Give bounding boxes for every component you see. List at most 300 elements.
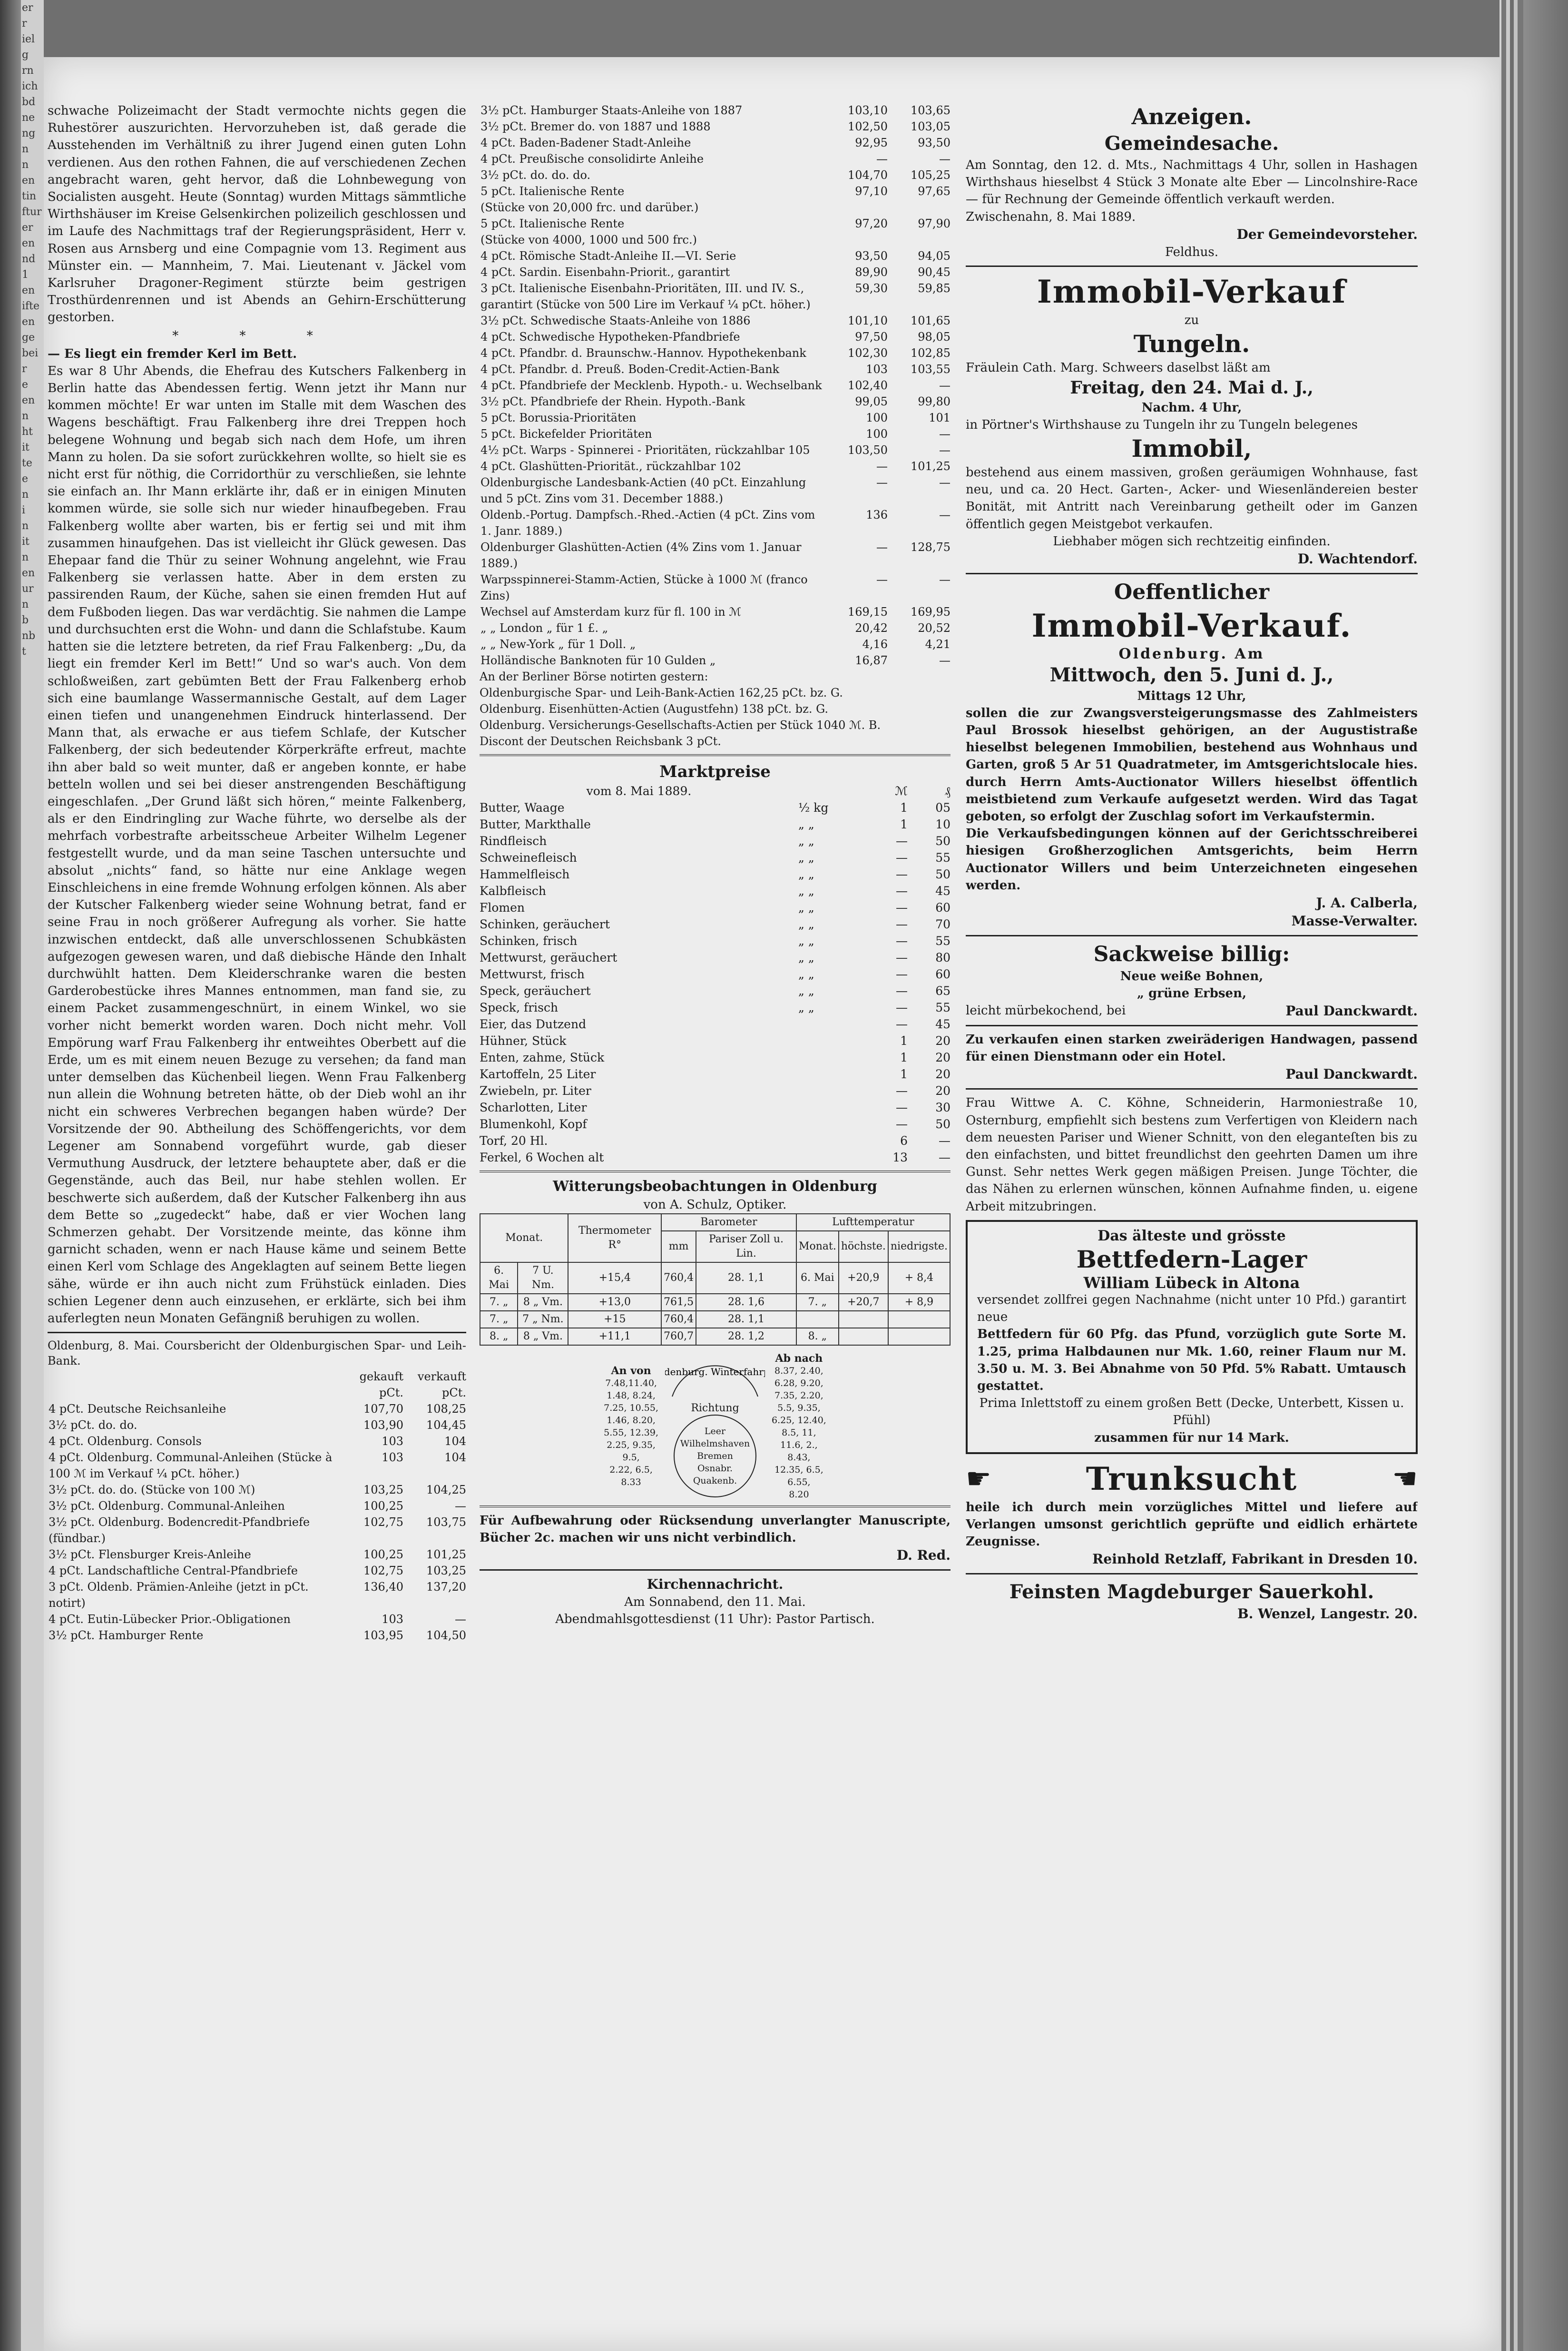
gemeinde-name: Feldhus. <box>1165 245 1219 259</box>
immobil-text2: in Pörtner's Wirthshause zu Tungeln ihr zu Tungeln belegenes <box>966 417 1358 432</box>
previous-page-fragment: ftur <box>22 206 42 218</box>
bank-quote-units <box>48 1385 466 1401</box>
oeffentlicher-title: Oeffentlicher <box>1114 580 1270 604</box>
market-unit: „ „ <box>798 951 814 964</box>
market-unit: „ „ <box>798 901 814 915</box>
bank-quote-row <box>48 1579 466 1611</box>
previous-page-fragment: ge <box>22 332 35 344</box>
market-price-table <box>480 783 951 1166</box>
market-unit <box>798 1082 874 1099</box>
quote-bought: 107,70 <box>363 1402 403 1416</box>
quote-sold: 97,65 <box>918 185 951 198</box>
market-price-row <box>480 1099 951 1116</box>
market-pfennig: 55 <box>935 1001 951 1014</box>
timetable-right-entry: 6.55, <box>787 1477 811 1487</box>
quote-sold: 102,85 <box>911 346 951 360</box>
previous-page-fragment: ur <box>22 583 34 595</box>
market-unit <box>798 1016 874 1033</box>
column-divider <box>480 1569 951 1571</box>
securities-quote-row <box>480 636 951 652</box>
market-unit: „ „ <box>798 1001 814 1014</box>
market-unit <box>798 1116 874 1132</box>
quote-name: 3 pCt. Oldenb. Prämien-Anleihe (jetzt in pCt. notirt) <box>49 1580 309 1610</box>
wx-date: 7. „ <box>480 1311 518 1328</box>
market-item: Hühner, Stück <box>480 1034 567 1048</box>
currency-mark: ℳ <box>895 784 908 798</box>
berlin-note-line: Discont der Deutschen Reichsbank 3 pCt. <box>480 735 721 748</box>
quote-sold: 90,45 <box>918 266 951 279</box>
quote-bought: 102,50 <box>848 120 888 133</box>
wx-h-month2: Monat. <box>796 1231 839 1262</box>
wx-thermo: +13,0 <box>568 1294 661 1311</box>
timetable-left-entry: 7.25, 10.55, <box>604 1403 658 1413</box>
market-pfennig: 50 <box>935 867 951 881</box>
market-item: Blumenkohl, Kopf <box>480 1117 587 1131</box>
securities-quote-row <box>480 167 951 183</box>
timetable-right-entry: 8.20 <box>789 1489 809 1500</box>
previous-page-fragment: n <box>22 489 29 501</box>
market-item: Kalbfleisch <box>480 884 546 898</box>
securities-quote-row <box>480 264 951 280</box>
quote-sold: 20,52 <box>918 621 951 635</box>
timetable-left-entry: 8.33 <box>621 1477 641 1487</box>
previous-page-fragment: en <box>22 394 35 406</box>
market-item: Torf, 20 Hl. <box>480 1134 548 1148</box>
previous-page-fragment: n <box>22 143 29 155</box>
previous-page-fragment: bd <box>22 96 36 108</box>
securities-quote-row <box>480 410 951 426</box>
immobil-date: Freitag, den 24. Mai d. J., <box>1070 377 1313 398</box>
sackweise-bohnen: Neue weiße Bohnen, <box>1120 969 1264 984</box>
trunksucht-text: heile ich durch mein vorzügliches Mittel und liefere auf Verlangen umsonst gerichtlich geprüfte und eidlich erhärtete Zeugnisse. <box>966 1500 1418 1549</box>
securities-quote-row <box>480 393 951 410</box>
market-item: Schinken, frisch <box>480 934 578 948</box>
previous-page-fragment: ng <box>22 128 36 139</box>
quote-bought: 59,30 <box>855 282 888 295</box>
securities-quote-row <box>480 345 951 361</box>
market-mark: 13 <box>892 1151 908 1164</box>
securities-quote-row <box>480 539 951 571</box>
previous-page-fragment: en <box>22 316 35 328</box>
market-pfennig: 50 <box>935 1117 951 1131</box>
wx-date: 7. „ <box>480 1294 518 1311</box>
oeffentlicher-signature: J. A. Calberla, <box>1316 895 1418 911</box>
quote-name: 4 pCt. Baden-Badener Stadt-Anleihe <box>480 136 691 149</box>
wx-month2: 6. Mai <box>796 1262 839 1294</box>
market-pfennig: 20 <box>935 1034 951 1048</box>
quote-sold: 137,20 <box>426 1580 466 1594</box>
market-mark: 1 <box>900 1034 908 1048</box>
market-mark: — <box>896 917 908 931</box>
timetable-an-von: An von <box>611 1365 651 1377</box>
quote-bought: 16,87 <box>855 654 888 667</box>
wx-min: + 8,4 <box>888 1262 950 1294</box>
bettfedern-text2: Bettfedern für 60 Pfg. das Pfund, vorzüglich gute Sorte M. 1.25, prima Halbdaunen nur Mk. 1.60, reiner Flaum nur M. 3.50 u. M. 3. Bei Abnahme von 50 Pfd. 5% Rabatt. Umtausch gestattet. <box>977 1327 1406 1393</box>
quote-sold: 98,05 <box>918 330 951 344</box>
market-mark: — <box>896 1117 908 1131</box>
market-price-row <box>480 866 951 883</box>
securities-quote-row <box>480 652 951 669</box>
securities-quote-row <box>480 458 951 474</box>
market-mark: 1 <box>900 1051 908 1064</box>
wx-mm: 760,4 <box>661 1262 696 1294</box>
previous-page-fragment: 1 <box>22 269 29 281</box>
previous-page-fragment: g <box>22 49 29 61</box>
quote-name: Oldenburger Glashütten-Actien (4% Zins vom 1. Januar 1889.) <box>480 541 802 570</box>
timetable-ring-title <box>665 1356 765 1399</box>
wx-date: 8. „ <box>480 1328 518 1345</box>
immobil-signature: D. Wachtendorf. <box>1297 551 1418 567</box>
quote-name: 3½ pCt. Hamburger Staats-Anleihe von 1887 <box>480 104 743 117</box>
timetable-mid-entry: Leer <box>704 1426 726 1436</box>
market-price-row <box>480 816 951 833</box>
quote-name: 3½ pCt. Bremer do. von 1887 und 1888 <box>480 120 711 133</box>
market-item: Speck, geräuchert <box>480 984 591 998</box>
immobil-word: Immobil, <box>1131 434 1252 463</box>
column-2 <box>480 102 951 2315</box>
bank-quote-table <box>48 1368 466 1643</box>
previous-page-fragment: it <box>22 442 29 453</box>
previous-page-fragment: nd <box>22 253 36 265</box>
quote-bought: 93,50 <box>855 249 888 263</box>
quote-bought: — <box>876 476 888 489</box>
quote-name: 4 pCt. Schwedische Hypotheken-Pfandbriefe <box>480 330 740 344</box>
quote-name: 4 pCt. Oldenburg. Consols <box>49 1435 202 1448</box>
immobil-zu: zu <box>1184 313 1199 327</box>
market-item: Speck, frisch <box>480 1001 559 1014</box>
quote-name: 3½ pCt. do. do. (Stücke von 100 ℳ) <box>49 1483 255 1497</box>
quote-name: „ „ London „ für 1 £. „ <box>480 621 608 635</box>
previous-page-fragment: en <box>22 175 35 187</box>
immobil-time: Nachm. 4 Uhr, <box>1141 400 1242 415</box>
quote-name: Oldenb.-Portug. Dampfsch.-Rhed.-Actien (4 pCt. Zins vom 1. Janr. 1889.) <box>480 508 815 538</box>
wx-time: 7 U. Nm. <box>518 1262 568 1294</box>
wx-time: 7 „ Nm. <box>518 1311 568 1328</box>
bank-quote-row <box>48 1401 466 1417</box>
wx-thermo: +15,4 <box>568 1262 661 1294</box>
timetable-disc <box>665 1356 765 1497</box>
bank-quote-row <box>48 1482 466 1498</box>
market-pfennig: 05 <box>935 801 951 815</box>
quote-sold: 99,80 <box>918 395 951 408</box>
editor-signature: D. Red. <box>896 1547 951 1564</box>
previous-page-fragment: it <box>22 536 29 548</box>
market-date: vom 8. Mai 1889. <box>586 784 692 798</box>
timetable-left-entry: 5.55, 12.39, <box>604 1427 658 1438</box>
market-pfennig: 70 <box>935 917 951 931</box>
market-mark: 6 <box>900 1134 908 1148</box>
market-unit: „ „ <box>798 934 814 948</box>
page-stack-edge <box>1499 0 1568 2351</box>
manuscript-notice: Für Aufbewahrung oder Rücksendung unverlangter Manuscripte, Bücher 2c. machen wir uns nicht verbindlich. <box>480 1514 951 1545</box>
quote-name: 3½ pCt. Pfandbriefe der Rhein. Hypoth.-Bank <box>480 395 745 408</box>
quote-sold: 108,25 <box>426 1402 466 1416</box>
previous-page-fragment: t <box>22 646 26 658</box>
timetable-right-entry: 8.43, <box>787 1452 811 1463</box>
market-mark: 1 <box>900 1067 908 1081</box>
quote-bought: 92,95 <box>855 136 888 149</box>
wx-zoll: 28. 1,6 <box>696 1294 796 1311</box>
wx-time: 8 „ Vm. <box>518 1328 568 1345</box>
market-price-row <box>480 1049 951 1066</box>
quote-name: 4 pCt. Römische Stadt-Anleihe II.—VI. Serie <box>480 249 736 263</box>
securities-quote-row <box>480 474 951 507</box>
weather-row <box>480 1328 950 1345</box>
quote-sold: 4,21 <box>925 638 951 651</box>
sauerkohl-title: Feinsten Magdeburger Sauerkohl. <box>1009 1581 1374 1603</box>
quote-bought: — <box>876 460 888 473</box>
wx-h-zoll: Pariser Zoll u. Lin. <box>696 1231 796 1262</box>
quote-sold: — <box>455 1499 466 1513</box>
immobil-verkauf-title: Immobil-Verkauf <box>1037 273 1347 310</box>
quote-bought: 101,10 <box>848 314 888 327</box>
market-pfennig: 60 <box>935 901 951 915</box>
berlin-note-line: An der Berliner Börse notirten gestern: <box>480 670 708 683</box>
wx-h-min: niedrigste. <box>888 1231 950 1262</box>
weather-table <box>480 1213 951 1346</box>
securities-quote-row <box>480 620 951 636</box>
quote-name: 3 pCt. Italienische Eisenbahn-Prioritäten, III. und IV. S., garantirt (Stücke von 500 Lire im Verkauf ¼ pCt. höher.) <box>480 282 811 311</box>
market-pfennig: 45 <box>935 1017 951 1031</box>
previous-page-fragment: ht <box>22 426 33 438</box>
bank-quote-row <box>48 1627 466 1643</box>
quote-bought: 97,20 <box>855 217 888 230</box>
bettfedern-ad <box>966 1220 1418 1454</box>
quote-bought: 100 <box>866 427 888 441</box>
market-unit: „ „ <box>798 834 814 848</box>
quote-bought: 136 <box>866 508 888 521</box>
market-mark: — <box>896 951 908 964</box>
wx-month2: 8. „ <box>796 1328 839 1345</box>
market-mark: — <box>896 901 908 915</box>
previous-page-fragment: n <box>22 410 29 422</box>
story-body: Es war 8 Uhr Abends, die Ehefrau des Kutschers Falkenberg in Berlin hatte das Abendessen fertig. Wenn jetzt ihr Mann nur kommen möchte! Er war unten im Stalle mit dem Waschen des Wagens beschäftigt. Frau Falkenberg ihre drei Treppen hoch belegene Wohnung und begab sich nach dem Hofe, um ihren Mann zu holen. Da sie sofort zurückkehren wollte, so hielt sie es nicht erst für nöthig, die Corridorthür zu verschließen, sie lehnte sie einfach an. Ihr Mann erklärte ihr, daß er in einigen Minuten kommen würde, sie solle sich nur wieder hinaufbegeben. Frau Falkenberg wollte aber warten, bis er fertig sei und mit ihm zusammen hinaufgehen. Das ist vielleicht ihr Glück gewesen. Das Ehepaar fand die Thür zu seiner Wohnung angelehnt, wie Frau Falkenberg sie verlassen hatte. Aber in dem ersten zu passirenden Raum, der Küche, sahen sie einen fremden Hut auf dem Fußboden liegen. Das war verdächtig. Sie nahmen die Lampe und durchsuchten erst die Wohn- und dann die Schlafstube. Kaum hatten sie die letztere betreten, da rief Frau Falkenberg: „Du, da liegt ein fremder Kerl im Bett!“ Und so war's auch. Von dem schloßweißen, zart gebümten Bett der Frau Falkenberg erhob sich eine baumlange Wassermannische Gestalt, auf dem Lager einen tiefen und unangenehmen Eindruck hinterlassend. Der Mann that, als erwache er aus tiefem Schlafe, der Kutscher Falkenberg, der sich bedeutender Körperkräfte erfreut, machte ihn aber bald so weit munter, daß er angeben konnte, er habe betteln wollen und sei bei dieser anstrengenden Beschäftigung eingeschlafen. „Der Grund läßt sich hören,“ meinte Falkenberg, als er den Eindringling zur Wache führte, wo derselbe als der mehrfach vorbestrafte arbeitsscheue Arbeiter Wilhelm Legener festgestellt wurde, und da man seine Taschen untersuchte und absolut „nichts“ fand, so hätte nur eine Anklage wegen Einschleichens in eine fremde Wohnung erfolgen können. Als aber der Kutscher Falkenberg wieder seine Wohnung betrat, fand er seine Frau in noch größerer Aufregung als vorher. Sie hatte inzwischen entdeckt, daß alle unverschlossenen Schubkästen aufgezogen gewesen waren, und daß diebische Hände den Inhalt durchwühlt hatten. Dem Kleiderschranke waren die besten Garderobestücke ihres Mannes entnommen, man fand sie, zu einem Packet zusammengeschnürt, in einem Winkel, wo sie vorher nicht bemerkt worden waren. Doch nicht mehr. Voll Empörung warf Frau Falkenberg ihr entweihtes Oberbett auf die Erde, um es mit einem neuen Bezuge zu versehen; da fand man unter demselben das Küchenbeil liegen. Wenn Frau Falkenberg nun allein die Wohnung betreten hätte, ob der Dieb wohl an ihr nicht ein schweres Verbrechen begangen haben würde? Der Vorsitzende der 90. Abtheilung des Schöffengerichts, vor dem Legener am Sonnabend vorgeführt wurde, gab dieser Vermuthung Ausdruck, der letztere behauptete aber, daß er die Gegenstände, auch das Beil, nur habe stehlen wollen. Er beschwerte sich außerdem, daß der Kutscher Falkenberg ihn aus dem Bette so „zugedeckt“ habe, daß er vier Wochen lang Schmerzen gehabt. Der Vorsitzende meinte, das könne ihm garnicht schaden, wenn er nach Hause käme und seinem Bette einen Kerl vom Schlage des Angeklagten auf seinem Bette liegen sähe, würde er ihn auch nicht zum Frühstück einladen. Dies schien Legener denn auch einzusehen, er erklärte, sich bei ihm auferlegten neun Monaten Gefängniß beruhigen zu wollen. <box>48 364 466 1326</box>
wx-mm: 760,7 <box>661 1328 696 1345</box>
previous-page-fragment: te <box>22 457 32 469</box>
wx-mm: 761,5 <box>661 1294 696 1311</box>
quote-sold: 104,25 <box>426 1483 466 1497</box>
securities-quote-row <box>480 135 951 151</box>
quote-sold: 97,90 <box>918 217 951 230</box>
quote-bought: 100 <box>866 411 888 424</box>
ad-divider <box>966 1088 1418 1090</box>
quote-name: Holländische Banknoten für 10 Gulden „ <box>480 654 716 667</box>
wx-h-max: höchste. <box>839 1231 888 1262</box>
quote-bought: 97,50 <box>855 330 888 344</box>
quote-name: 4 pCt. Eutin-Lübecker Prior.-Obligationen <box>49 1613 291 1626</box>
securities-quote-row <box>480 183 951 199</box>
timetable-right-entry: 5.5, 9.35, <box>777 1403 821 1413</box>
securities-quote-row <box>480 118 951 135</box>
timetable-left-entry: 1.46, 8.20, <box>607 1415 656 1426</box>
column-divider <box>480 1505 951 1507</box>
previous-page-fragment: ne <box>22 112 35 124</box>
quote-bought: 89,90 <box>855 266 888 279</box>
securities-quote-row <box>480 604 951 620</box>
market-price-row <box>480 1016 951 1033</box>
previous-page-fragment: n <box>22 599 29 610</box>
market-item: Scharlotten, Liter <box>480 1101 587 1114</box>
securities-quote-row <box>480 232 951 248</box>
market-pfennig: 65 <box>935 984 951 998</box>
church-title: Kirchennachricht. <box>647 1576 784 1593</box>
market-price-row <box>480 899 951 916</box>
quote-sold: 105,25 <box>911 168 951 182</box>
berlin-note-line: Oldenburg. Versicherungs-Gesellschafts-Actien per Stück 1040 ℳ. B. <box>480 718 881 732</box>
quote-sold: — <box>939 379 951 392</box>
market-unit: ½ kg <box>798 801 829 815</box>
market-prices-title: Marktpreise <box>659 762 771 781</box>
story-headline: — Es liegt ein fremder Kerl im Bett. <box>48 346 297 361</box>
timetable-right-entry: 8.37, 2.40, <box>774 1366 823 1376</box>
previous-page-fragment: n <box>22 551 29 563</box>
market-pfennig: 20 <box>935 1067 951 1081</box>
wx-time: 8 „ Vm. <box>518 1294 568 1311</box>
quote-sold: — <box>939 152 951 166</box>
quote-name: Warpsspinnerei-Stamm-Actien, Stücke à 1000 ℳ (franco Zins) <box>480 573 808 602</box>
market-mark: — <box>896 1084 908 1098</box>
immobil-text1: Fräulein Cath. Marg. Schweers daselbst läßt am <box>966 360 1271 375</box>
market-unit <box>798 1033 874 1049</box>
wx-max <box>839 1328 888 1345</box>
previous-page-fragment: bei <box>22 347 39 359</box>
market-item: Ferkel, 6 Wochen alt <box>480 1151 604 1164</box>
market-pfennig: 20 <box>935 1084 951 1098</box>
securities-quote-row <box>480 377 951 393</box>
koehne-text: Frau Wittwe A. C. Köhne, Schneiderin, Harmoniestraße 10, Osternburg, empfiehlt sich bestens zum Verfertigen von Kleidern nach dem neuesten Pariser und Wiener Schnitt, von den eleganteſten bis zu den einfachsten, und bittet freundlichst den geehrten Damen um ihre Gunst. Sehr nettes Werk gegen mäßigen Preisen. Junge Töchter, die das Nähen zu erlernen wünschen, können Aufnahme finden, u. eigene Arbeit mitzubringen. <box>966 1096 1418 1214</box>
sackweise-erbsen: „ grüne Erbsen, <box>1137 986 1247 1001</box>
ad-divider <box>966 1573 1418 1574</box>
news-text-mannheim: schwache Polizeimacht der Stadt vermochte nichts gegen die Ruhestörer auszurichten. Hervorzuheben ist, daß gerade die Ausstehenden im Verhältniß zu ihrer Jugend einen guten Lohn verdienen. Aus den rothen Fahnen, die auf verschiedenen Zechen angebracht waren, geht hervor, daß die Lohnbewegung von Socialisten ausgeht. Heute (Sonntag) wurden Mittags sämmtliche Wirthshäuser im Kreise Gelsenkirchen polizeilich geschlossen und im Laufe des Nachmittags traf der Regierungspräsident, Herr v. Rosen aus Arnsberg und eine Compagnie vom 13. Regiment aus Münster ein. — Mannheim, 7. Mai. Lieutenant v. Jäckel vom Karlsruher Dragoner-Regiment stürzte beim gestrigen Trosthürdenrennen und ist Abends an Gehirn-Erschütterung gestorben. <box>48 104 466 325</box>
securities-quote-row <box>480 361 951 377</box>
weather-title: Witterungsbeobachtungen in Oldenburg <box>553 1178 877 1195</box>
market-mark: — <box>896 984 908 998</box>
column-divider <box>480 1171 951 1172</box>
wx-h-air: Lufttemperatur <box>796 1214 950 1231</box>
quote-sold: — <box>939 443 951 457</box>
weather-observer: von A. Schulz, Optiker. <box>643 1198 787 1212</box>
market-price-row <box>480 1116 951 1132</box>
quote-sold: 101 <box>929 411 951 424</box>
market-item: Rindfleisch <box>480 834 547 848</box>
market-price-header <box>480 783 951 799</box>
quote-name: 3½ pCt. Flensburger Kreis-Anleihe <box>49 1548 251 1562</box>
wx-thermo: +11,1 <box>568 1328 661 1345</box>
market-mark: — <box>896 884 908 898</box>
previous-page-fragment: er <box>22 2 33 14</box>
timetable-mid-entry: Bremen <box>697 1450 733 1461</box>
bank-report-heading: Oldenburg, 8. Mai. Coursbericht der Oldenburgischen Spar- und Leih-Bank. <box>48 1339 466 1368</box>
previous-page-fragment: er <box>22 222 33 234</box>
market-pfennig: 30 <box>935 1101 951 1114</box>
timetable-right-entry: 6.25, 12.40, <box>772 1415 826 1426</box>
quote-bought: 103,50 <box>848 443 888 457</box>
quote-sold: — <box>939 654 951 667</box>
market-unit <box>798 1132 874 1149</box>
ad-divider <box>966 266 1418 267</box>
market-unit <box>798 1149 874 1166</box>
quote-bought: 103 <box>382 1451 403 1465</box>
wx-max: +20,9 <box>839 1262 888 1294</box>
bank-quote-row <box>48 1498 466 1514</box>
trunksucht-heading <box>966 1459 1418 1499</box>
sackweise-signature: Paul Danckwardt. <box>1285 1003 1418 1019</box>
timetable-left-entry: 9.5, <box>622 1452 640 1463</box>
market-mark: — <box>896 851 908 865</box>
market-unit: „ „ <box>798 851 814 865</box>
market-item: Butter, Markthalle <box>480 817 591 831</box>
railway-timetable <box>480 1352 951 1501</box>
ad-divider <box>966 1025 1418 1026</box>
ads-heading: Anzeigen. <box>1131 104 1252 129</box>
weather-row <box>480 1311 950 1328</box>
currency-pfennig: ₰ <box>944 784 951 798</box>
wx-zoll: 28. 1,2 <box>696 1328 796 1345</box>
sauerkohl-signature: B. Wenzel, Langestr. 20. <box>1237 1606 1418 1622</box>
market-item: Flomen <box>480 901 525 915</box>
market-price-row <box>480 949 951 966</box>
timetable-right-entry: 8.5, 11, <box>782 1427 816 1438</box>
oeffentlicher-text2: Die Verkaufsbedingungen können auf der Gerichtsschreiberei hiesigen Großherzoglichen Amtsgerichts, beim Herrn Auctionator Willers und beim Unterzeichneten eingesehen werden. <box>966 826 1418 893</box>
oeffentlicher-text: sollen die zur Zwangsversteigerungsmasse des Zahlmeisters Paul Brossok hieselbst gehörigen, an der Augustistraße hieselbst belegenen Immobilien, bestehend aus Wohnhaus und Garten, groß 5 Ar 51 Quadratmeter, im Amtsgerichtslocale hies. durch Herrn Amts-Auctionator Willers hieselbst öffentlich meistbietend zum Verkaufe aufgesetzt werden. Wird das Tagat geboten, so erfolgt der Zuschlag sofort im Verkaufstermin. <box>966 706 1418 824</box>
quote-bought: 102,75 <box>363 1515 403 1529</box>
securities-quote-row <box>480 199 951 216</box>
market-price-row <box>480 999 951 1016</box>
timetable-left-entry: 1.48, 8.24, <box>607 1390 656 1401</box>
market-mark: — <box>896 1017 908 1031</box>
securities-quote-row <box>480 442 951 458</box>
wx-month2: 7. „ <box>796 1294 839 1311</box>
bettfedern-text1: versendet zollfrei gegen Nachnahme (nicht unter 10 Pfd.) garantirt neue <box>977 1292 1406 1325</box>
securities-quote-row <box>480 151 951 167</box>
market-price-row <box>480 1066 951 1082</box>
previous-page-fragment: en <box>22 237 35 249</box>
market-pfennig: 55 <box>935 934 951 948</box>
securities-quote-row <box>480 102 951 118</box>
timetable-mid-entry: Osnabr. Quakenb. <box>693 1463 737 1486</box>
market-unit <box>798 1099 874 1116</box>
timetable-departures <box>772 1352 826 1501</box>
pointing-hand-right-icon: ☛ <box>966 1462 991 1495</box>
timetable-right-entry: 11.6, 2., <box>780 1440 818 1450</box>
quote-sold: 94,05 <box>918 249 951 263</box>
quote-name: 5 pCt. Italienische Rente <box>480 185 625 198</box>
market-item: Zwiebeln, pr. Liter <box>480 1084 591 1098</box>
market-pfennig: — <box>939 1134 951 1148</box>
immobil-text3: bestehend aus einem massiven, großen geräumigen Wohnhause, fast neu, und ca. 20 Hect. Garten-, Acker- und Wiesenländereien bester Bonität, mit Antritt nach Vereinbarung getheilt oder im Ganzen öffentlich gegen Meistgebot verkaufen. <box>966 465 1418 531</box>
previous-page-fragment: nb <box>22 630 36 642</box>
previous-page-fragment: i <box>22 504 26 516</box>
market-unit: „ „ <box>798 817 814 831</box>
quote-name: 3½ pCt. Oldenburg. Bodencredit-Pfandbriefe (fündbar.) <box>49 1515 310 1545</box>
quote-name: 4 pCt. Pfandbr. d. Braunschw.-Hannov. Hypothekenbank <box>480 346 806 360</box>
quote-bought: — <box>876 152 888 166</box>
wx-min <box>888 1328 950 1345</box>
previous-page-fragment: b <box>22 614 29 626</box>
previous-page-fragment: n <box>22 159 29 171</box>
quote-bought: 100,25 <box>363 1548 403 1562</box>
quote-sold: — <box>939 476 951 489</box>
quote-name: „ „ New-York „ für 1 Doll. „ <box>480 638 636 651</box>
market-mark: 1 <box>900 817 908 831</box>
handwagen-signature: Paul Danckwardt. <box>1285 1066 1418 1082</box>
previous-page-fragment: r <box>22 18 27 30</box>
wx-min: + 8,9 <box>888 1294 950 1311</box>
quote-name: 4 pCt. Pfandbr. d. Preuß. Boden-Credit-Actien-Bank <box>480 363 780 376</box>
timetable-ab-nach: Ab nach <box>775 1352 823 1365</box>
wx-h-mm: mm <box>661 1231 696 1262</box>
securities-quote-row <box>480 329 951 345</box>
